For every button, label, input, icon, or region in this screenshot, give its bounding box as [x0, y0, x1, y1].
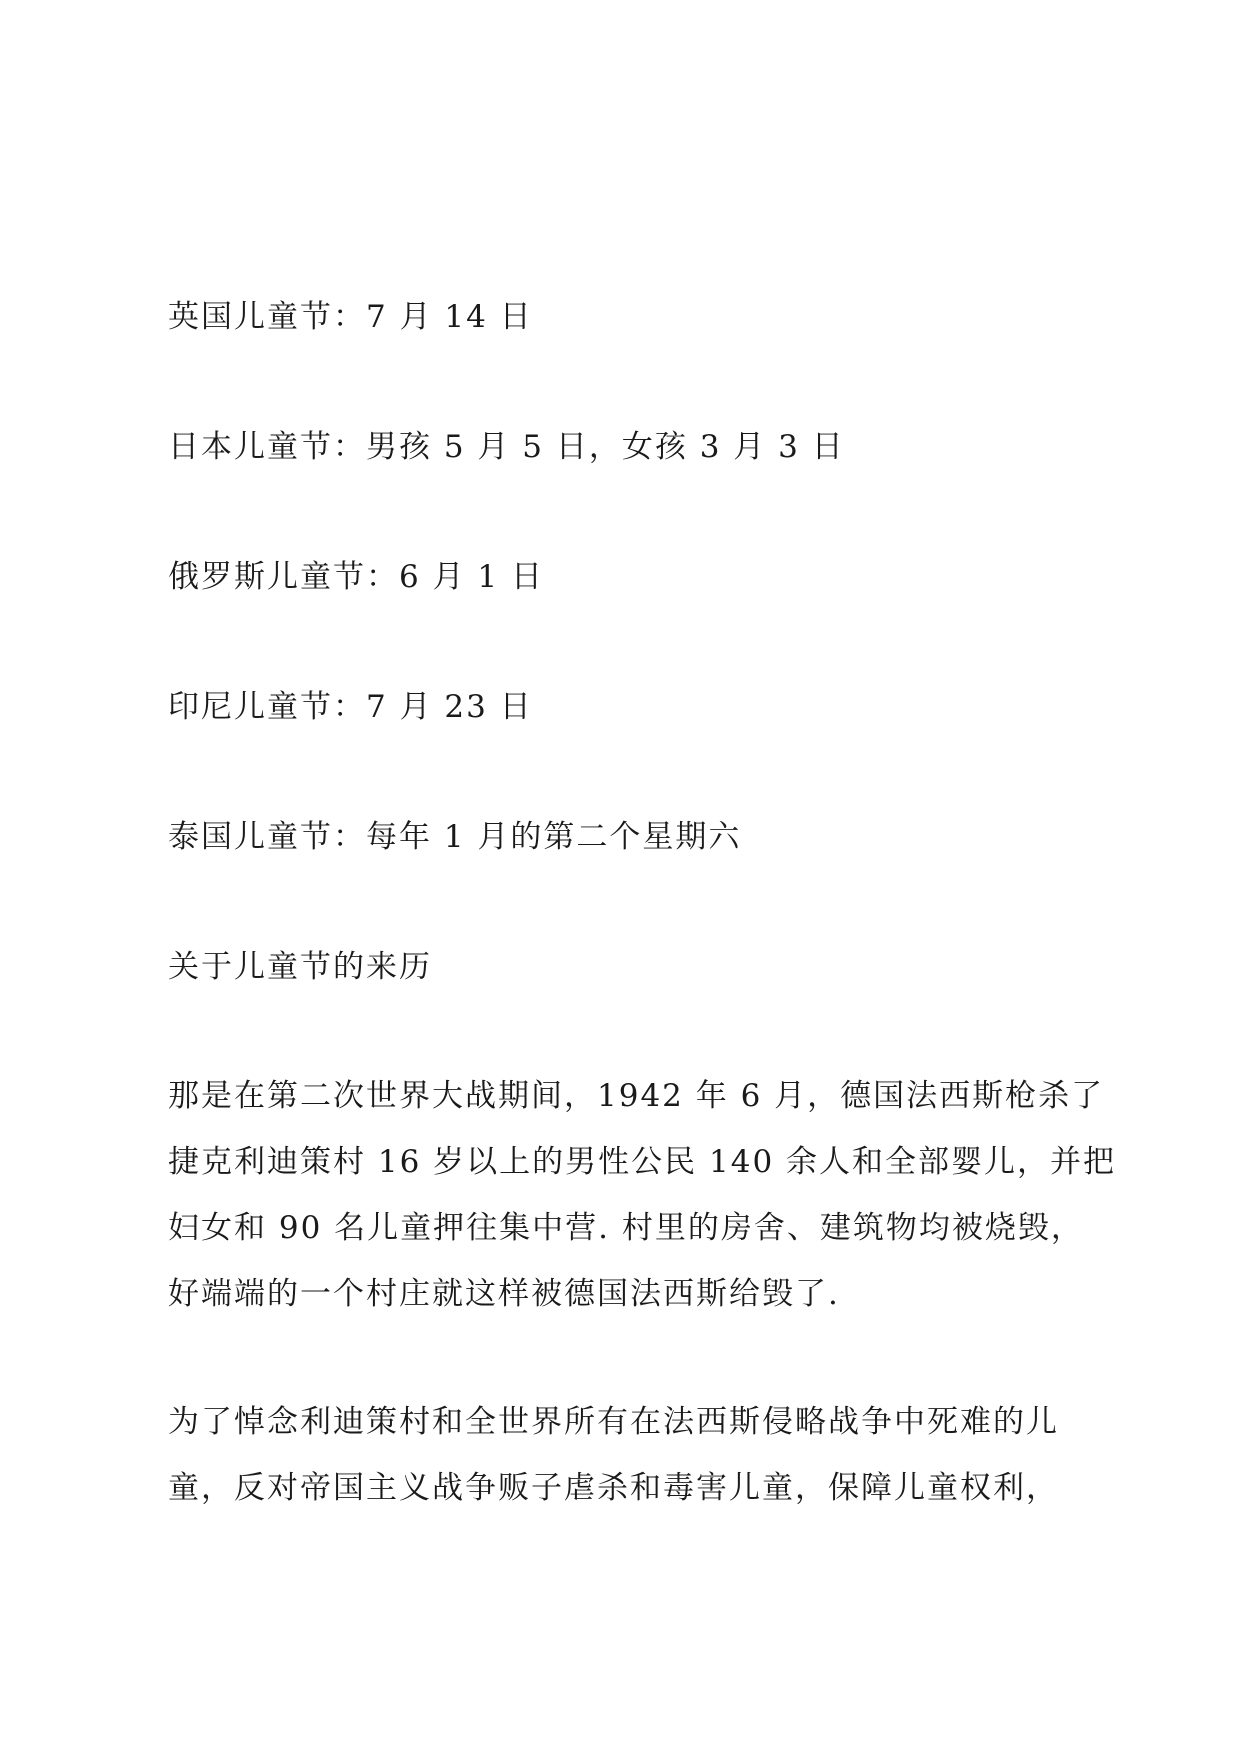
paragraph-line: 为了悼念利迪策村和全世界所有在法西斯侵略战争中死难的儿: [168, 1404, 1059, 1440]
paragraph-line: 好端端的一个村庄就这样被德国法西斯给毁了.: [168, 1276, 840, 1312]
paragraph-commemoration: [168, 1389, 1088, 1521]
line-thailand-childrens-day: 泰国儿童节：每年 1 月的第二个星期六: [168, 819, 742, 855]
paragraph-line: 捷克利迪策村 16 岁以上的男性公民 140 余人和全部婴儿，并把: [168, 1144, 1117, 1180]
paragraph-line: 那是在第二次世界大战期间，1942 年 6 月，德国法西斯枪杀了: [168, 1078, 1105, 1114]
line-uk-childrens-day: 英国儿童节：7 月 14 日: [168, 299, 533, 335]
section-heading-origin: 关于儿童节的来历: [168, 949, 432, 985]
line-indonesia-childrens-day: 印尼儿童节：7 月 23 日: [168, 689, 533, 725]
paragraph-history: [168, 1063, 1117, 1327]
line-russia-childrens-day: 俄罗斯儿童节：6 月 1 日: [168, 559, 545, 595]
paragraph-line: 妇女和 90 名儿童押往集中营. 村里的房舍、建筑物均被烧毁，: [168, 1210, 1084, 1246]
line-japan-childrens-day: 日本儿童节：男孩 5 月 5 日，女孩 3 月 3 日: [168, 429, 845, 465]
paragraph-line: 童，反对帝国主义战争贩子虐杀和毒害儿童，保障儿童权利，: [168, 1470, 1059, 1506]
